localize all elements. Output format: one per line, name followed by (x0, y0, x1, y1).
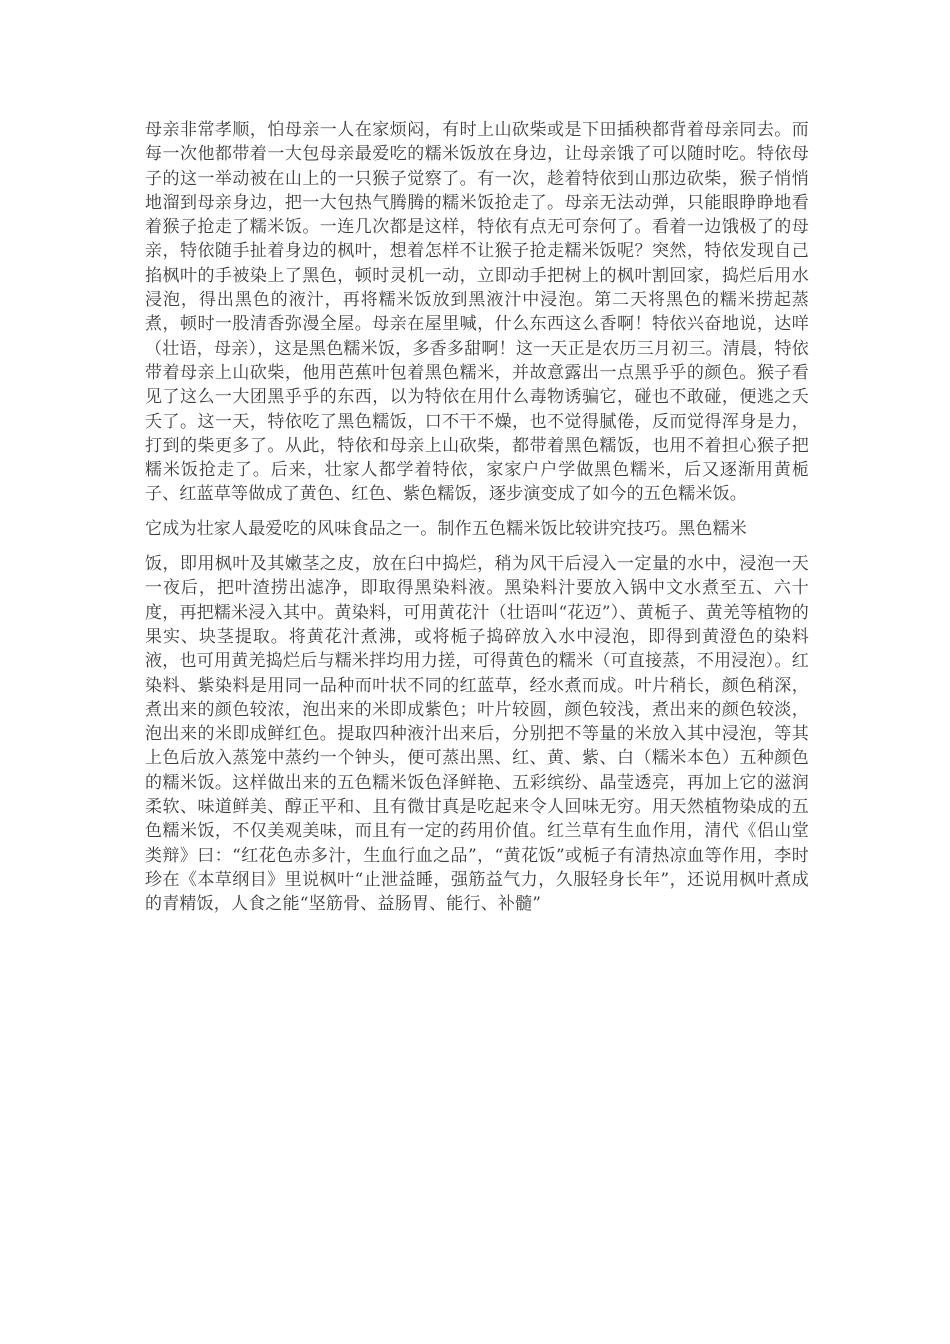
paragraph-making-process: 饭，即用枫叶及其嫩茎之皮，放在臼中捣烂，稍为风干后浸入一定量的水中，浸泡一天一夜后，把叶渣捞出滤净，即取得黑染料液。黑染料汁要放入锅中文水煮至五、六十度，再把糯米浸入其中。黄染料，可用黄花汁（壮语叫“花迈”）、黄栀子、黄羌等植物的果实、块茎提取。将黄花汁煮沸，或将栀子捣碎放入水中浸泡，即得到黄澄色的染料液，也可用黄羌捣烂后与糯米拌均用力搓，可得黄色的糯米（可直接蒸，不用浸泡）。红染料、紫染料是用同一品种而叶状不同的红蓝草，经水煮而成。叶片稍长，颜色稍深，煮出来的颜色较浓，泡出来的米即成紫色；叶片较圆，颜色较浅，煮出来的颜色较淡，泡出来的米即成鲜红色。提取四种液汁出来后，分别把不等量的米放入其中浸泡，等其上色后放入蒸笼中蒸约一个钟头，便可蒸出黑、红、黄、紫、白（糯米本色）五种颜色的糯米饭。这样做出来的五色糯米饭色泽鲜艳、五彩缤纷、晶莹透亮，再加上它的滋润柔软、味道鲜美、醇正平和、且有微甘真是吃起来令人回味无穷。用天然植物染成的五色糯米饭，不仅美观美味，而且有一定的药用价值。红兰草有生血作用，清代《侣山堂类辩》曰：“红花色赤多汁，生血行血之品”，“黄花饭”或栀子有清热凉血等作用，李时珍在《本草纲目》里说枫叶“止泄益睡，强筋益气力，久服轻身长年”，还说用枫叶煮成的青精饭，人食之能“坚筋骨、益肠胃、能行、补髓” (145, 554, 809, 915)
paragraph-favorite-food-intro: 它成为壮家人最爱吃的风味食品之一。制作五色糯米饭比较讲究技巧。黑色糯米 (145, 518, 747, 539)
paragraph-legend-story: 母亲非常孝顺，怕母亲一人在家烦闷，有时上山砍柴或是下田插秧都背着母亲同去。而每一次他都带着一大包母亲最爱吃的糯米饭放在身边，让母亲饿了可以随时吃。特依母子的这一举动被在山上的一只猴子觉察了。有一次，趁着特依到山那边砍柴，猴子悄悄地溜到母亲身边，把一大包热气腾腾的糯米饭抢走了。母亲无法动弹，只能眼睁睁地看着猴子抢走了糯米饭。一连几次都是这样，特依有点无可奈何了。看着一边饿极了的母亲，特依随手扯着身边的枫叶，想着怎样不让猴子抢走糯米饭呢？突然，特依发现自己掐枫叶的手被染上了黑色，顿时灵机一动，立即动手把树上的枫叶割回家，捣烂后用水浸泡，得出黑色的液汁，再将糯米饭放到黑液汁中浸泡。第二天将黑色的糯米捞起蒸煮，顿时一股清香弥漫全屋。母亲在屋里喊，什么东西这么香啊！特依兴奋地说，达咩（壮语，母亲），这是黑色糯米饭，多香多甜啊！这一天正是农历三月初三。清晨，特依带着母亲上山砍柴，他用芭蕉叶包着黑色糯米，并故意露出一点黑乎乎的颜色。猴子看见了这么一大团黑乎乎的东西，以为特依在用什么毒物诱骗它，碰也不敢碰，便逃之夭夭了。这一天，特依吃了黑色糯饭，口不干不燥，也不觉得腻倦，反而觉得浑身是力，打到的柴更多了。从此，特依和母亲上山砍柴，都带着黑色糯饭，也用不着担心猴子把糯米饭抢走了。后来，壮家人都学着特依，家家户户学做黑色糯米，后又逐渐用黄栀子、红蓝草等做成了黄色、红色、紫色糯饭，逐步演变成了如今的五色糯米饭。 (145, 120, 809, 505)
document-body (145, 118, 809, 917)
